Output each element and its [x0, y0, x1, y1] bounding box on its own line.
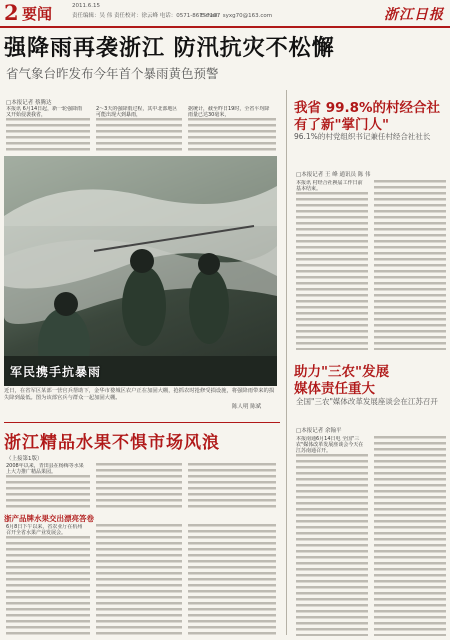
fruit-byline: （上接第1版） [6, 456, 43, 462]
right-story1-byline: □本报记者 王 峰 通讯员 陈 伟 [296, 172, 371, 178]
fruit-headline: 浙江精品水果不惧市场风浪 [4, 433, 220, 453]
right-story1-headline-line2: 有了新"掌门人" [294, 117, 390, 133]
right-story2-headline-line1: 助力"三农"发展 [294, 364, 390, 380]
email-line: E-mail：syxg70@163.com [200, 13, 273, 19]
lead-byline: □本报记者 蔡腾达 [6, 100, 52, 106]
right-story1-subhead: 96.1%的村党组织书记兼任村经合社社长 [294, 132, 431, 141]
fruit-subsection-title: 浙产品牌水果交出漂亮答卷 [4, 514, 94, 523]
right-story2-subhead: 全国"三农"媒体改革发展座谈会在江苏召开 [296, 397, 438, 406]
right-story1-headline-line1: 我省 99.8%的村经合社 [294, 100, 441, 116]
issue-date: 2011.6.15 [72, 3, 100, 9]
fruit-text-col2 [96, 463, 182, 509]
masthead [0, 0, 450, 28]
section-title: 要闻 [22, 5, 53, 23]
right-story2-text-col2 [374, 436, 446, 636]
lead-photo [4, 156, 277, 386]
right-story1-text-col2 [374, 180, 446, 350]
photo-caption: 近日，在省军区某部一营官兵帮助下，金华市婺城区农户正在加固大棚，抢抓农时抢修受损设施，将强降雨带来的损失降到最低。图为该部官兵与群众一起加固大棚。 [4, 388, 275, 401]
column-divider [286, 90, 287, 635]
right-story2-headline-line2: 媒体责任重大 [294, 381, 375, 397]
fruit-text-col3 [188, 463, 276, 509]
photo-credit: 陈人明 陈斌 [232, 404, 262, 410]
lead-text-col3: 据统计，截至昨日19时，全省平均降雨量已达30毫米， [188, 106, 276, 154]
fruit-sub-text-col2 [96, 524, 182, 636]
right-story1-text-col1: 本报讯 村经合社换届工作日前基本结束。 [296, 180, 368, 350]
photo-overlay-caption: 军民携手抗暴雨 [10, 365, 102, 379]
photo-illustration [4, 156, 277, 386]
fruit-text-col1: 2008年以来，青田县在杨梅等水果上大力推广精品果园。 [6, 463, 90, 509]
section-divider [4, 422, 280, 423]
fruit-sub-text-col3 [188, 524, 276, 636]
page-number: 2 [4, 0, 19, 25]
right-story2-text-col1: 本报南通6月14日电 全国"三农"媒体改革发展座谈会今天在江苏南通召开。 [296, 436, 368, 636]
lead-headline: 强降雨再袭浙江 防汛抗灾不松懈 [4, 36, 335, 61]
lead-text-col1: 本报讯 6月14日起，新一轮强降雨又开始侵袭我省， [6, 106, 90, 154]
right-story2-byline: □本报记者 余翰平 [296, 428, 342, 434]
newspaper-logo: 浙江日报 [384, 7, 444, 23]
lead-subhead: 省气象台昨发布今年首个暴雨黄色预警 [6, 66, 219, 81]
fruit-sub-text-col1: 6月8日下午以来，省农业厅在杭州召开全省水果产业发展会。 [6, 524, 90, 636]
editor-line: 责任编辑：吴 伟 责任校对：徐云峰 电话：0571-86757197 [72, 13, 221, 19]
lead-text-col2: 2～3天的强降雨过程，其中北部地区可能出现大到暴雨， [96, 106, 182, 154]
